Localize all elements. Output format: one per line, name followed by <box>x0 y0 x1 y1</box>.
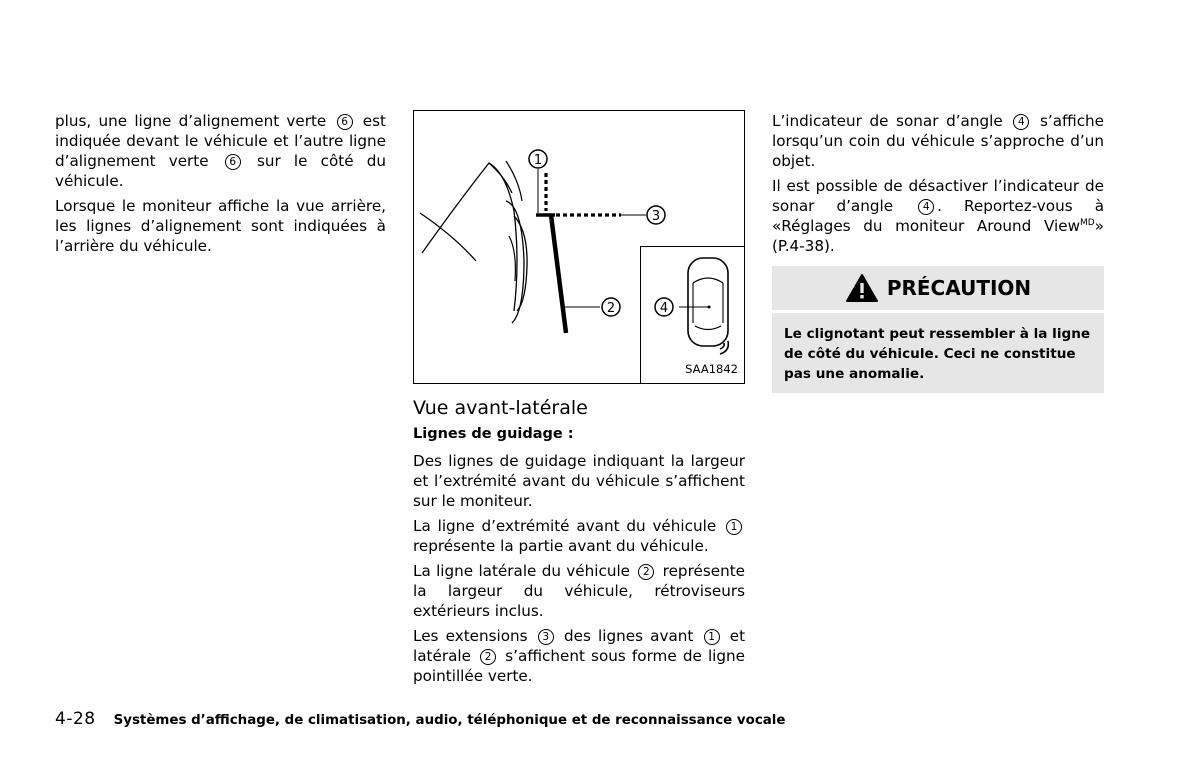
text-fragment: s’affiche lorsqu’un coin du véhicule s’approche d’un objet. <box>772 112 1105 170</box>
paragraph-side-line <box>413 561 745 621</box>
chapter-title: Systèmes d’affichage, de climatisation, audio, téléphonique et de reconnaissance vocale <box>113 713 786 728</box>
warning-triangle-icon <box>845 273 879 303</box>
right-column <box>772 111 1104 393</box>
text-fragment: s’affichent sous forme de ligne pointillée verte. <box>413 647 746 685</box>
caution-title: PRÉCAUTION <box>886 276 1032 300</box>
page-number: 4-28 <box>55 709 96 729</box>
svg-text:4: 4 <box>659 301 669 316</box>
text-fragment: des lignes avant <box>563 627 694 645</box>
text-fragment: » (P.4-38). <box>772 217 1104 255</box>
text-fragment: L’indicateur de sonar d’angle <box>772 112 1003 130</box>
text-fragment: Les extensions <box>413 627 528 645</box>
callout-4: 4 <box>918 199 934 215</box>
caution-header <box>772 266 1104 313</box>
text-fragment: représente la largeur du véhicule, rétroviseurs extérieurs inclus. <box>413 562 746 620</box>
paragraph-guide-lines: Des lignes de guidage indiquant la largeur et l’extrémité avant du véhicule s’affichent sur le moniteur. <box>413 452 745 510</box>
svg-text:1: 1 <box>533 153 543 168</box>
callout-3-marker <box>647 206 665 224</box>
callout-6: 6 <box>225 154 241 170</box>
text-fragment: et latérale <box>413 627 746 665</box>
text-fragment: . Reportez-vous à «Réglages du moniteur Around View <box>772 197 1104 235</box>
callout-2: 2 <box>480 649 496 665</box>
middle-column <box>413 110 745 691</box>
caution-text: Le clignotant peut ressembler à la ligne de côté du véhicule. Ceci ne constitue pas une anomalie. <box>784 326 1091 382</box>
figure-code: SAA1842 <box>685 362 738 376</box>
callout-1: 1 <box>704 629 720 645</box>
callout-1: 1 <box>726 519 742 535</box>
text-fragment: représente la partie avant du véhicule. <box>413 537 709 555</box>
page-footer <box>55 709 785 729</box>
callout-6: 6 <box>337 114 353 130</box>
paragraph-extensions <box>413 626 745 686</box>
left-column <box>55 111 386 261</box>
paragraph-disable-sonar <box>772 176 1104 256</box>
caution-box <box>772 266 1104 393</box>
callout-2-marker <box>602 298 620 316</box>
text-fragment: La ligne d’extrémité avant du véhicule <box>413 517 717 535</box>
text-fragment: est indiquée devant le véhicule et l’autre ligne d’alignement verte <box>55 112 386 170</box>
guide-lines-figure <box>413 110 745 384</box>
text-fragment: La ligne latérale du véhicule <box>413 562 631 580</box>
trademark-superscript: MD <box>1080 217 1095 228</box>
callout-4: 4 <box>1013 114 1029 130</box>
svg-text:3: 3 <box>651 209 661 224</box>
paragraph-sonar-indicator <box>772 111 1104 171</box>
subheading: Lignes de guidage : <box>413 426 574 442</box>
callout-3: 3 <box>538 629 554 645</box>
paragraph-front-line <box>413 516 745 556</box>
text-fragment: sur le côté du véhicule. <box>55 152 386 190</box>
callout-2: 2 <box>638 564 654 580</box>
paragraph-rear-view: Lorsque le moniteur affiche la vue arrière, les lignes d’alignement sont indiquées à l’arrière du véhicule. <box>55 197 386 255</box>
text-fragment: Il est possible de désactiver l’indicateur de sonar d’angle <box>772 177 1104 215</box>
text-fragment: plus, une ligne d’alignement verte <box>55 112 327 130</box>
paragraph-alignment-lines <box>55 111 386 191</box>
svg-text:2: 2 <box>606 301 616 316</box>
section-title: Vue avant-latérale <box>413 397 588 419</box>
callout-1-marker <box>529 150 547 168</box>
